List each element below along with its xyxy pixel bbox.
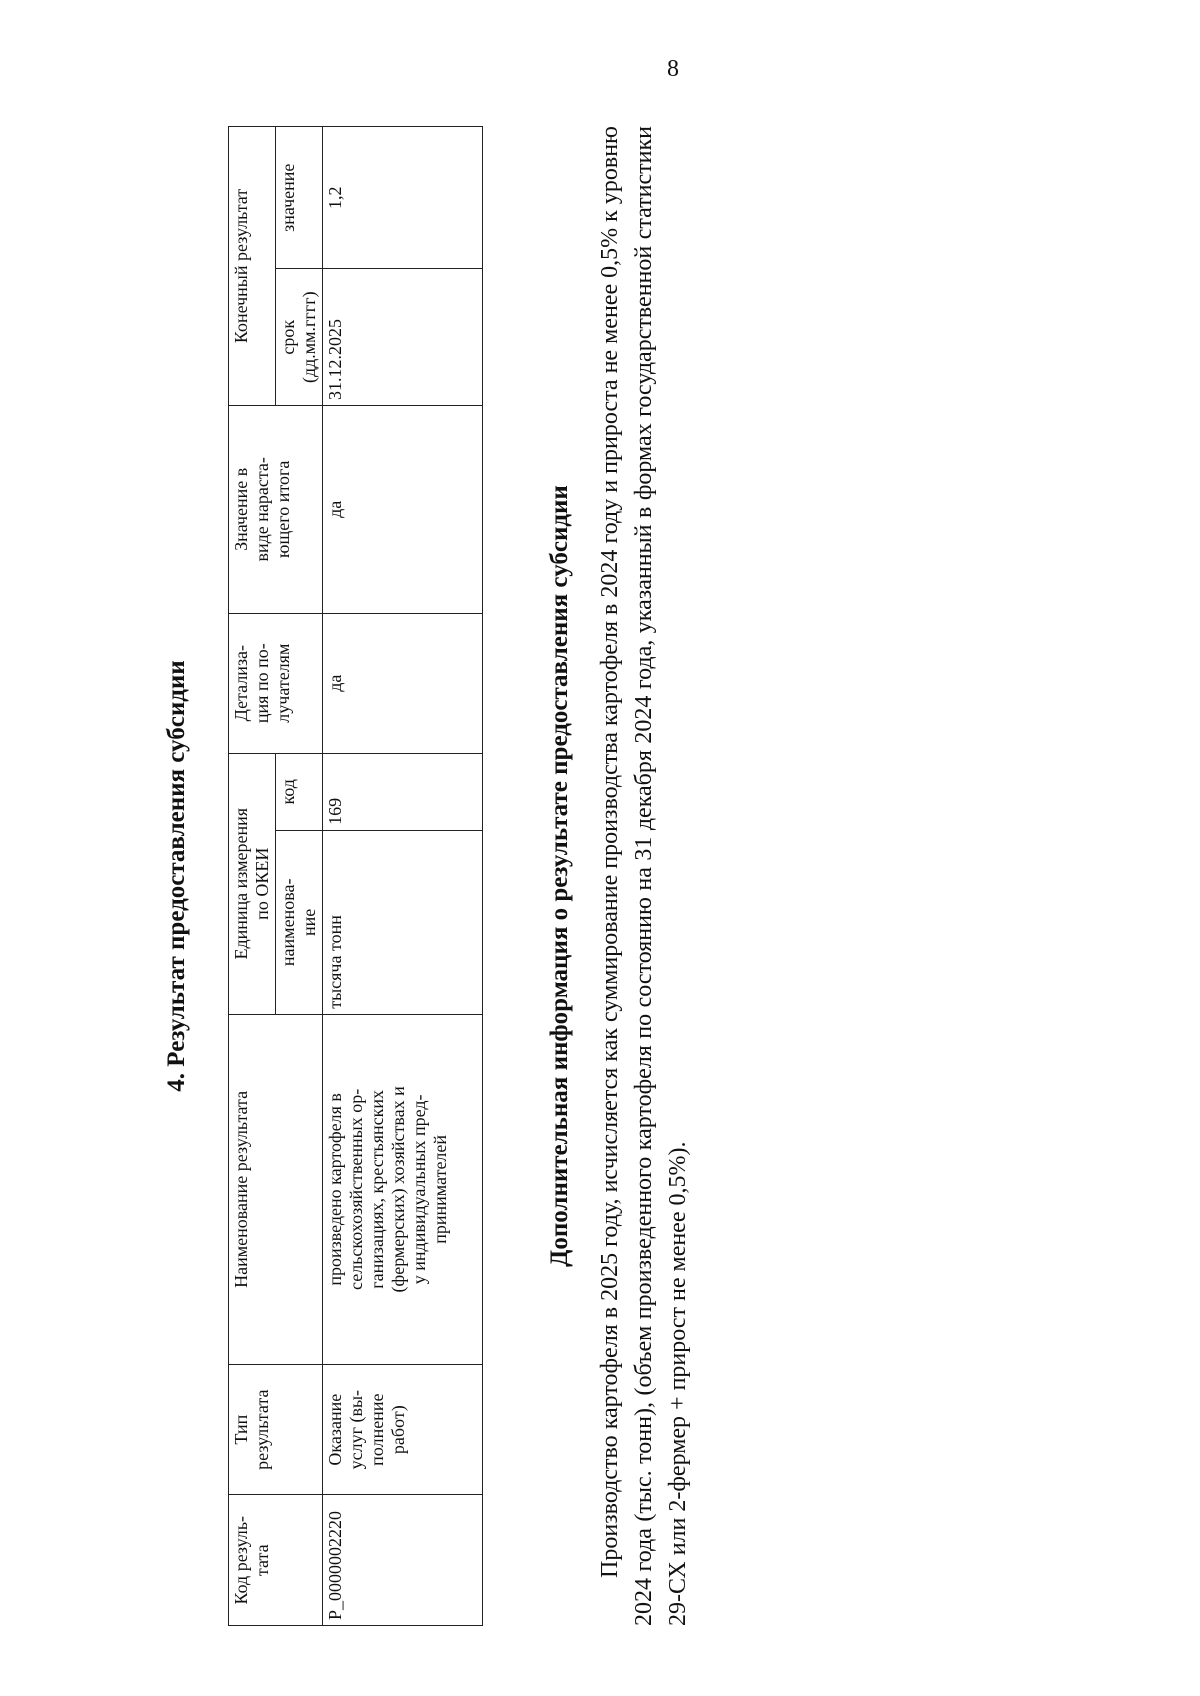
cell-cumulative: да <box>323 405 483 613</box>
header-unit-code: код <box>276 753 323 830</box>
cell-unit-name: тысяча тонн <box>323 830 483 1014</box>
cell-code: Р_0000002220 <box>323 1495 483 1626</box>
header-code: Код резуль- тата <box>229 1495 323 1626</box>
additional-info-title: Дополнительная информация о результате предоставления субсидии <box>546 485 573 1267</box>
cell-final-date: 31.12.2025 <box>323 269 483 405</box>
results-table <box>228 126 483 1626</box>
header-detail: Детализа- ция по по- лучателям <box>229 613 323 753</box>
page-number: 8 <box>667 56 679 82</box>
section-title: 4. Результат предоставления субсидии <box>163 660 190 1092</box>
header-unit-group: Единица измерения по ОКЕИ <box>229 753 276 1014</box>
header-cumulative: Значение в виде нараста- ющего итога <box>229 405 323 613</box>
header-name: Наименование результата <box>229 1014 323 1364</box>
header-type: Тип результата <box>229 1364 323 1495</box>
cell-type: Оказание услуг (вы- полнение работ) <box>323 1364 483 1495</box>
header-final-group: Конечный результат <box>229 127 276 406</box>
header-final-value: значение <box>276 127 323 269</box>
cell-final-value: 1,2 <box>323 127 483 269</box>
additional-info-text: Производство картофеля в 2025 году, исчисляется как суммирование производства картофеля в 2024 году и прироста не менее 0,5% к уровню 2024 года (тыс. тонн), (объем произведенного картофеля по состоянию на 31 декабря 2024 года, указанный в формах государственной статистики 29-СХ или 2-фермер + прирост не менее 0,5%). <box>597 126 691 1626</box>
header-row <box>229 127 276 1626</box>
cell-name: произведено картофеля в сельскохозяйственных ор- ганизациях, крестьянских (фермерских) хозяйствах и у индивидуальных пред- принимателей <box>323 1014 483 1364</box>
table-row <box>323 127 483 1626</box>
header-final-date: срок (дд.мм.гггг) <box>276 269 323 405</box>
cell-unit-code: 169 <box>323 753 483 830</box>
header-unit-name: наименова- ние <box>276 830 323 1014</box>
rotated-content <box>163 126 723 1626</box>
cell-detail: да <box>323 613 483 753</box>
